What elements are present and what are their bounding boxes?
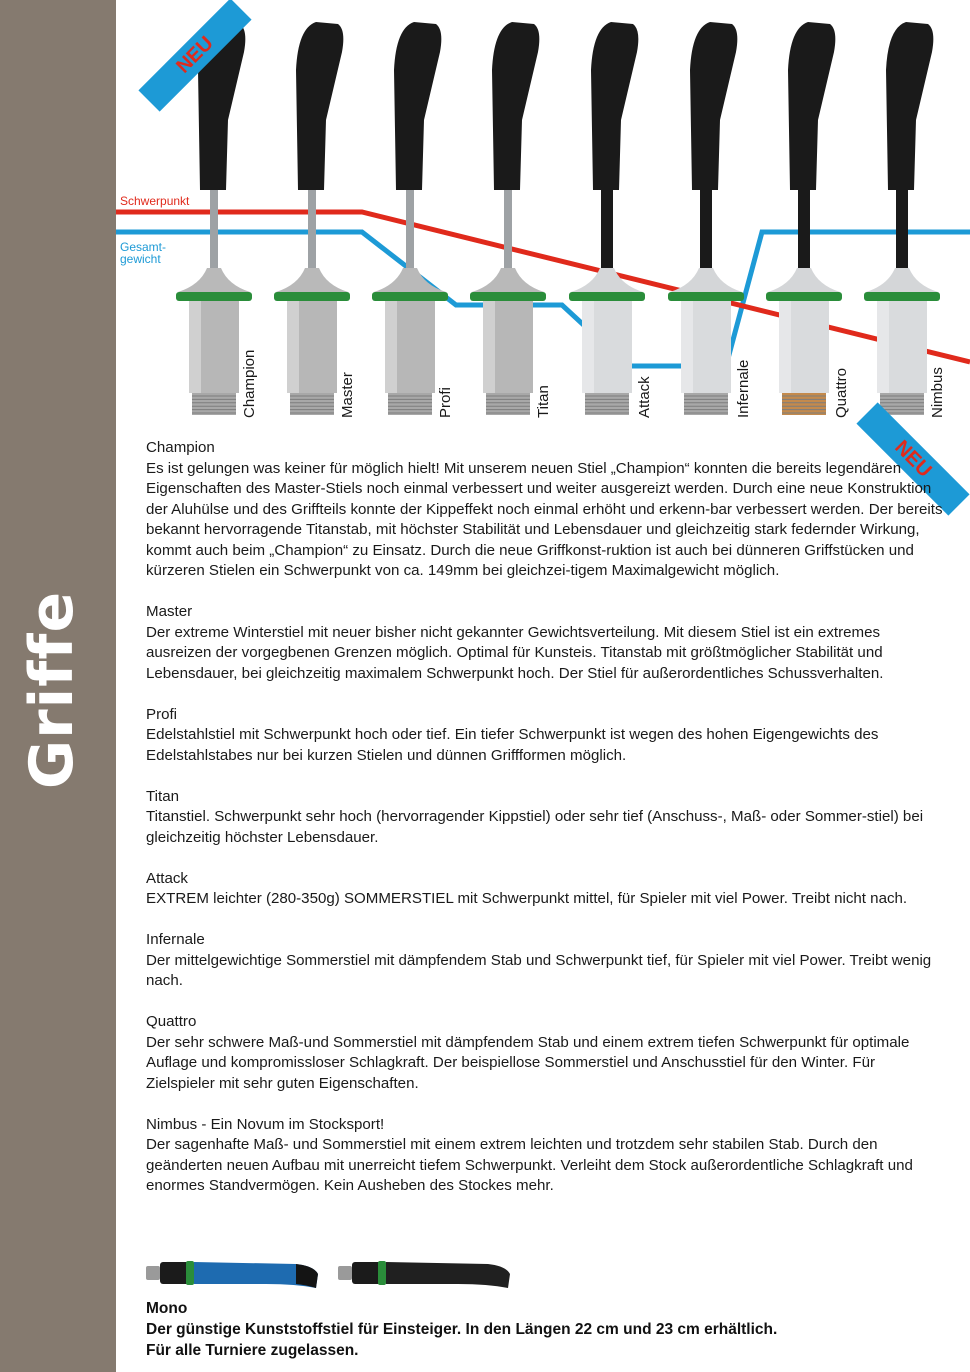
section-text: Titanstiel. Schwerpunkt sehr hoch (hervorragender Kippstiel) oder sehr tief (Anschuss-, Maß- oder Sommer-stiel) bei gleichzeitig höchster Lebensdauer.: [146, 808, 924, 846]
section-text: EXTREM leichter (280-350g) SOMMERSTIEL mit Schwerpunkt mittel, für Spieler mit viel Power. Treibt nicht nach.: [146, 890, 908, 907]
stick-label-titan: Titan: [535, 385, 552, 418]
section-text: Edelstahlstiel mit Schwerpunkt hoch oder tief. Ein tiefer Schwerpunkt ist wegen des hohen Eigengewichts des Edelstahlstabes nur bei kurzen Stielen und dünnen Griffformen möglich.: [146, 726, 879, 764]
sidebar-title: Griffe: [17, 590, 87, 790]
mono-grip-images: [146, 1254, 526, 1298]
stick-label-master: Master: [339, 372, 356, 418]
schwerpunkt-label: Schwerpunkt: [120, 194, 190, 208]
section-text: Der sehr schwere Maß-und Sommerstiel mit dämpfendem Stab und einem extrem tiefen Schwerpunkt für optimale Auflage und kompromissloser Schlagkraft. Der beispiellose Sommerstiel und Anschusstiel für den Winter. Für Zielspieler mit sehr guten Eigenschaften.: [146, 1033, 910, 1092]
section-title: Master: [146, 603, 193, 620]
section-title: Titan: [146, 787, 179, 805]
stick-label-infernale: Infernale: [735, 359, 752, 418]
gesamtgewicht-label-line1: Gesamt-: [120, 240, 167, 254]
section-champion: [146, 438, 946, 582]
new-badge: NEU: [138, 0, 251, 112]
section-title: Nimbus - Ein Novum im Stocksport!: [146, 1115, 385, 1133]
section-quattro: [146, 1012, 946, 1094]
grip-infernale: [668, 22, 744, 415]
section-text: Der sagenhafte Maß- und Sommerstiel mit einem extrem leichten und trotzdem sehr stabilen Stab. Durch den geänderten neuen Aufbau mit unerreicht tiefem Schwerpunkt. Verleiht dem Stock außerordentliche Schlagkraft und enormes Standvermögen. Kein Ausheben des Stockes mehr.: [146, 1136, 913, 1194]
section-master: [146, 602, 946, 684]
section-title: Profi: [146, 705, 178, 723]
section-title: Infernale: [146, 931, 205, 948]
section-titan: [146, 787, 946, 849]
section-title: Attack: [146, 869, 188, 887]
section-text: Der mittelgewichtige Sommerstiel mit dämpfendem Stab und Schwerpunkt tief, für Spieler mit viel Power. Treibt wenig nach.: [146, 951, 932, 989]
section-text: Für alle Turniere zugelassen.: [146, 1342, 359, 1359]
section-text: Der extreme Winterstiel mit neuer bisher nicht gekannter Gewichtsverteilung. Mit diesem Stiel ist ein extremes ausreizen der vorgegbenen Grenzen möglich. Optimal für Kunsteis. Titanstab mit größtmöglicher Stabilität und Lebensdauer, bei gleichzeitig maximalem Schwerpunkt hoch. Der Stiel für außerordentliches Schussverhalten.: [146, 623, 884, 682]
section-nimbus: [146, 1115, 946, 1197]
stick-label-nimbus: Nimbus: [929, 367, 946, 418]
grip-attack: [569, 22, 645, 415]
grip-nimbus: [864, 22, 940, 415]
mono-grip-blue: [146, 1261, 318, 1288]
grip-master: [274, 22, 350, 415]
section-attack: [146, 869, 946, 910]
product-figure: [116, 0, 970, 425]
section-mono: [146, 1298, 946, 1361]
mono-grip-black: [338, 1261, 510, 1288]
section-infernale: [146, 930, 946, 992]
section-title: Champion: [146, 439, 215, 456]
stick-label-attack: Attack: [636, 376, 653, 418]
section-text: Es ist gelungen was keiner für möglich hielt! Mit unserem neuen Stiel „Champion“ konnten die bereits legendären Eigenschaften des Master-Stiels noch einmal verbessert und weiter ausgereizt werden. Durch eine neue Konstruktion der Aluhülse und des Griffteils konnte der Kippeffekt noch einmal erhöht und erkenn-bar verbessert werden. Der bereits bekannt hervorragende Titanstab, mit höchster Stabilität und Lebensdauer und gleichzeitig stark federnder Wirkung, kommt auch beim „Champion“ zu Einsatz. Durch die neue Griffkonst-ruktion ist auch bei dünneren Griffstücken und kürzeren Stielen ein Schwerpunkt von ca. 149mm bei gleichzei-tigem Maximalgewicht möglich.: [146, 459, 943, 579]
grip-titan: [470, 22, 546, 415]
description-list: [146, 438, 946, 1217]
gesamtgewicht-label-line2: gewicht: [120, 252, 161, 266]
section-text: Der günstige Kunststoffstiel für Einsteiger. In den Längen 22 cm und 23 cm erhältlich.: [146, 1321, 778, 1338]
section-profi: [146, 705, 946, 767]
gesamtgewicht-label: [120, 241, 166, 265]
stick-label-profi: Profi: [437, 387, 454, 418]
sidebar: [0, 0, 116, 1372]
section-title: Mono: [146, 1300, 188, 1317]
grip-quattro: [766, 22, 842, 415]
new-badge: NEU: [856, 402, 969, 515]
section-title: Quattro: [146, 1013, 197, 1030]
stick-label-champion: Champion: [241, 349, 258, 418]
stick-label-quattro: Quattro: [833, 367, 850, 418]
